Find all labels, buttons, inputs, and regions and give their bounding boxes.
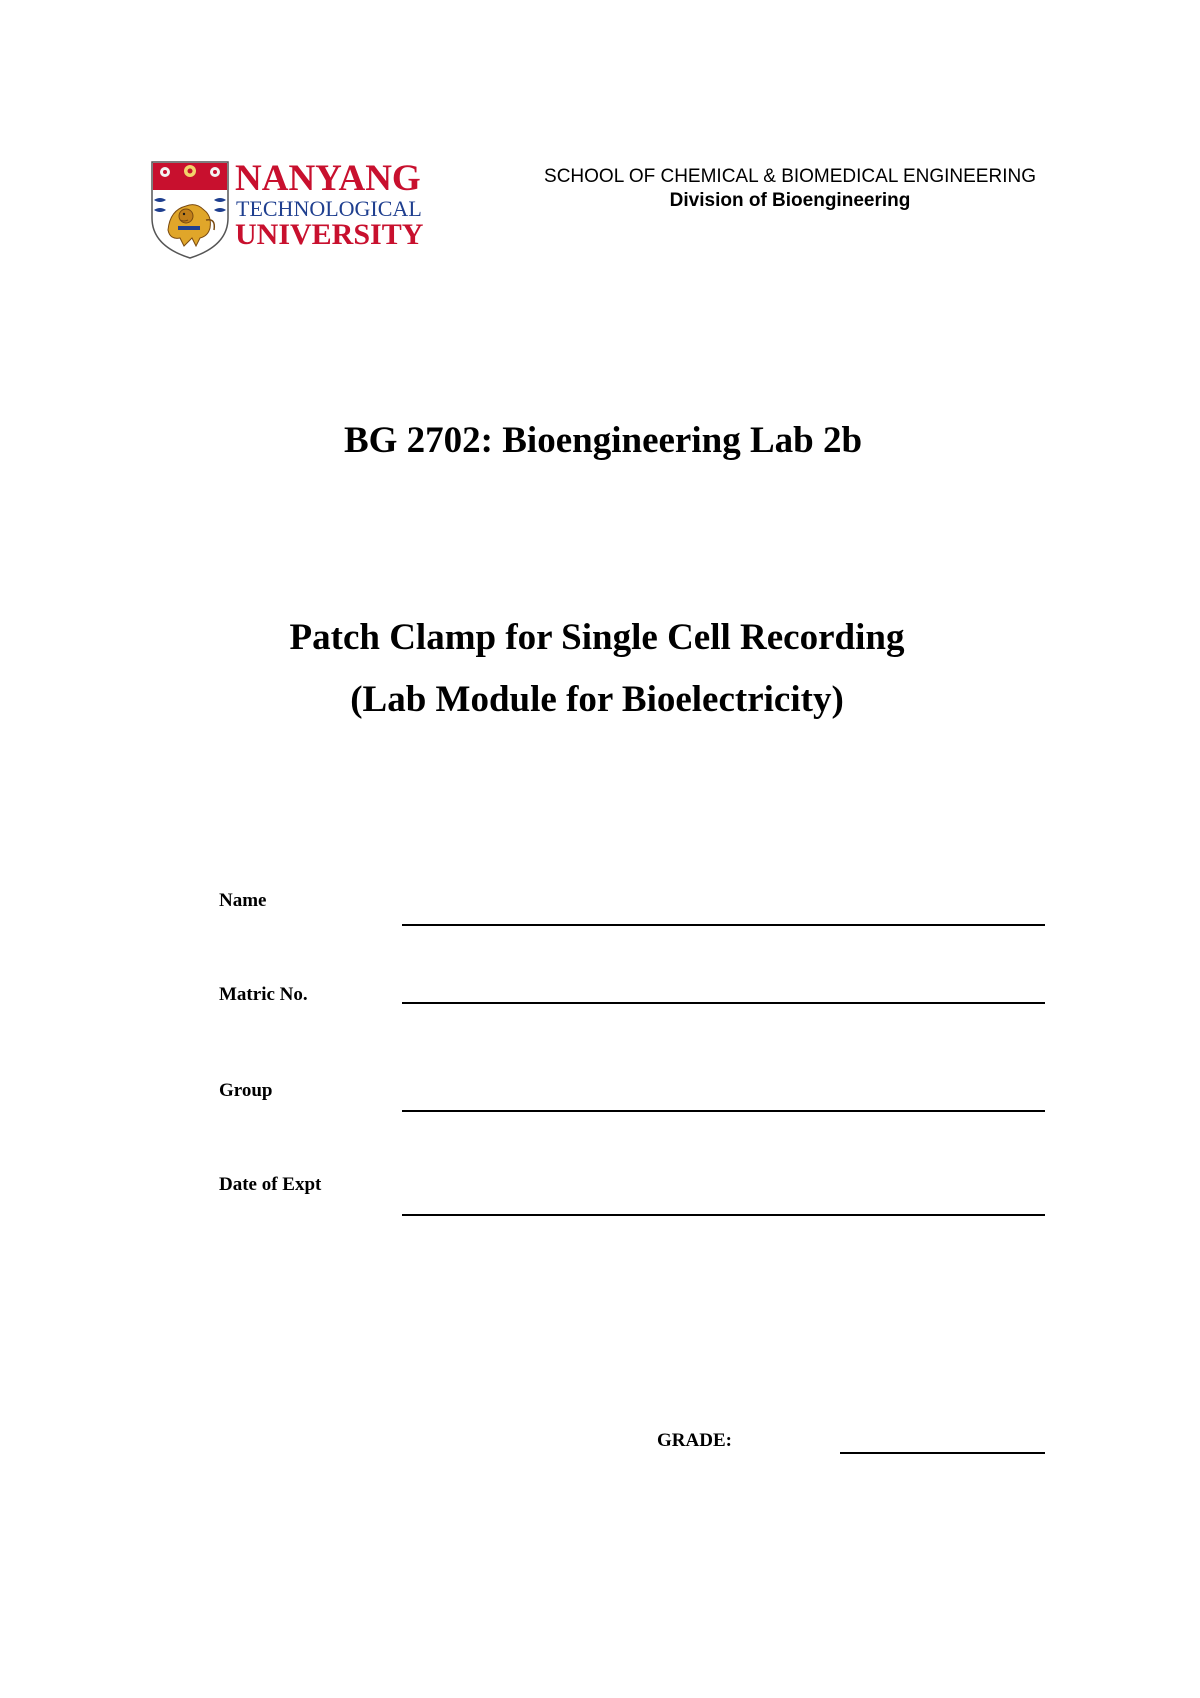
name-blank-line[interactable] (402, 924, 1045, 926)
logo-line-university: UNIVERSITY (235, 218, 424, 251)
group-label: Group (219, 1080, 273, 1101)
logo-line-technological: TECHNOLOGICAL (236, 196, 422, 221)
date-label: Date of Expt (219, 1174, 322, 1195)
school-name: SCHOOL OF CHEMICAL & BIOMEDICAL ENGINEERING (544, 166, 1036, 187)
division-name: Division of Bioengineering (669, 190, 911, 211)
logo-line-nanyang: NANYANG (235, 158, 421, 199)
grade-blank-line[interactable] (840, 1452, 1045, 1454)
module-title-line-1: Patch Clamp for Single Cell Recording (289, 617, 905, 658)
module-title (0, 607, 1200, 731)
lion-crest-icon (150, 160, 230, 260)
name-label: Name (219, 890, 267, 911)
grade-label: GRADE: (657, 1430, 732, 1451)
ntu-logo (150, 160, 422, 260)
course-title (0, 418, 1200, 464)
school-header (490, 165, 1090, 213)
group-blank-line[interactable] (402, 1110, 1045, 1112)
date-blank-line[interactable] (402, 1214, 1045, 1216)
matric-blank-line[interactable] (402, 1002, 1045, 1004)
module-title-line-2: (Lab Module for Bioelectricity) (350, 679, 844, 720)
matric-label: Matric No. (219, 984, 308, 1005)
course-title-text: BG 2702: Bioengineering Lab 2b (343, 420, 863, 461)
